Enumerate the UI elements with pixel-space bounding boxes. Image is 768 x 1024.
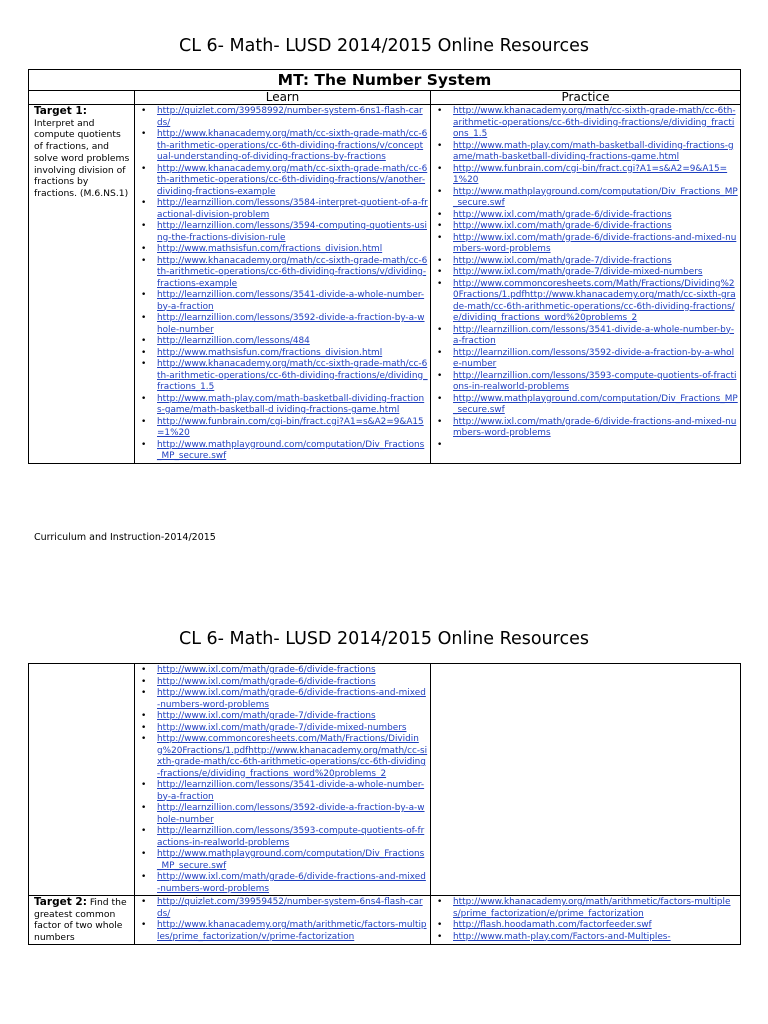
list-item <box>139 256 428 291</box>
page-title: CL 6- Math- LUSD 2014/2015 Online Resources <box>179 36 589 56</box>
target-1-description: Interpret and compute quotients of fractions, and solve word problems involving division of fractions by fractions. (M.6.NS.1) <box>34 117 130 199</box>
section-heading: MT: The Number System <box>29 70 741 91</box>
list-item <box>139 221 428 244</box>
resource-link[interactable]: http://www.math-play.com/math-basketball-dividing-fractions-game/math-basketball-dividing-fractions-game.html <box>453 140 734 162</box>
list-item <box>139 129 428 164</box>
list-item <box>435 348 738 371</box>
continued-practice-cell <box>431 664 741 896</box>
resource-link[interactable]: http://www.commoncoresheets.com/Math/Fractions/Dividing%20Fractions/1.pdfhttp://www.khanacademy.org/math/cc-sixth-grade-math/cc-6th-arithmetic-operations/cc-6th-dividing-fractions/e/dividing_fractions_word%20problems_2 <box>453 278 736 323</box>
list-item <box>435 417 738 440</box>
resource-link[interactable]: http://www.ixl.com/math/grade-7/divide-fractions <box>453 255 672 266</box>
resource-link[interactable]: http://learnzillion.com/lessons/3592-divide-a-fraction-by-a-whole-number <box>157 313 425 335</box>
resource-link[interactable]: http://www.mathplayground.com/computation/Div_Fractions_MP_secure.swf <box>157 849 425 871</box>
target-2-label: Target 2: <box>34 896 87 908</box>
target-1-practice-cell <box>431 105 741 464</box>
resource-link[interactable]: http://www.funbrain.com/cgi-bin/fract.cgi?A1=s&A2=9&A15=1%20 <box>453 163 728 185</box>
list-item <box>435 256 738 268</box>
list-item <box>139 313 428 336</box>
list-item <box>435 920 738 932</box>
resource-link[interactable]: http://www.ixl.com/math/grade-7/divide-fractions <box>157 711 376 721</box>
learn-link-list <box>135 896 430 943</box>
resource-link[interactable]: http://learnzillion.com/lessons/3592-divide-a-fraction-by-a-whole-number <box>157 803 425 825</box>
list-item <box>139 826 428 849</box>
target-2-learn-cell <box>135 896 431 945</box>
list-item <box>435 221 738 233</box>
learn-link-list <box>135 105 430 463</box>
list-item <box>139 780 428 803</box>
list-item <box>435 394 738 417</box>
target-2-cell <box>29 896 135 945</box>
resource-link[interactable]: http://www.mathplayground.com/computation/Div_Fractions_MP_secure.swf <box>453 186 738 208</box>
resource-link[interactable]: http://quizlet.com/39958992/number-system-6ns1-flash-cards/ <box>157 106 423 128</box>
target-1-cell <box>29 105 135 464</box>
page-title: CL 6- Math- LUSD 2014/2015 Online Resources <box>179 629 589 649</box>
list-item <box>139 872 428 895</box>
continued-target-cell <box>29 664 135 896</box>
resource-link[interactable]: http://www.ixl.com/math/grade-6/divide-fractions-and-mixed-numbers-word-problems <box>157 688 426 710</box>
resource-link[interactable]: http://learnzillion.com/lessons/3592-divide-a-fraction-by-a-whole-number <box>453 347 735 369</box>
target-2-description: Find the greatest common factor of two whole numbers <box>34 897 127 944</box>
learn-link-list <box>135 664 430 895</box>
list-item <box>139 198 428 221</box>
resource-link[interactable]: http://quizlet.com/39959452/number-system-6ns4-flash-cards/ <box>157 897 423 919</box>
resource-link[interactable]: http://www.funbrain.com/cgi-bin/fract.cgi?A1=s&A2=9&A15=1%20 <box>157 416 424 438</box>
resource-link[interactable]: http://www.ixl.com/math/grade-7/divide-mixed-numbers <box>453 267 703 277</box>
list-item <box>139 244 428 256</box>
list-item <box>139 336 428 348</box>
resource-link[interactable]: http://www.ixl.com/math/grade-6/divide-fractions <box>453 221 672 231</box>
resource-link[interactable]: http://www.ixl.com/math/grade-6/divide-fractions-and-mixed-numbers-word-problems <box>157 872 426 894</box>
list-item <box>435 141 738 164</box>
list-item <box>139 290 428 313</box>
list-item <box>435 371 738 394</box>
resource-link[interactable]: http://flash.hoodamath.com/factorfeeder.swf <box>453 920 652 930</box>
resource-link[interactable]: http://www.mathplayground.com/computation/Div_Fractions_MP_secure.swf <box>453 393 738 415</box>
empty-list-item <box>435 440 738 451</box>
list-item <box>139 803 428 826</box>
resource-link[interactable]: http://learnzillion.com/lessons/3594-computing-quotients-using-the-fractions-division-rule <box>157 221 428 243</box>
resource-link[interactable]: http://learnzillion.com/lessons/3541-divide-a-whole-number-by-a-fraction <box>157 780 425 802</box>
resource-link[interactable]: http://www.khanacademy.org/math/cc-sixth-grade-math/cc-6th-arithmetic-operations/cc-6th-dividing-fractions/v/conceptual-understanding-of-dividing-fractions-by-fractions <box>157 129 428 162</box>
list-item <box>139 348 428 360</box>
list-item <box>139 734 428 780</box>
resource-link[interactable]: http://learnzillion.com/lessons/484 <box>157 336 310 346</box>
resource-link[interactable]: http://www.ixl.com/math/grade-6/divide-fractions <box>157 676 376 687</box>
resources-table <box>28 69 741 464</box>
resources-table-continued <box>28 663 741 945</box>
resource-link[interactable]: http://www.math-play.com/math-basketball-dividing-fractions-game/math-basketball-d ividing-fractions-game.html <box>157 393 425 415</box>
list-item <box>435 164 738 187</box>
list-item <box>435 106 738 141</box>
practice-link-list <box>431 105 740 451</box>
column-header-blank <box>29 91 135 105</box>
list-item <box>139 665 428 677</box>
list-item <box>435 210 738 222</box>
list-item <box>435 932 738 944</box>
resource-link[interactable]: http://www.khanacademy.org/math/cc-sixth-grade-math/cc-6th-arithmetic-operations/cc-6th-dividing-fractions/v/another-dividing-fractions-example <box>157 163 428 197</box>
resource-link[interactable]: http://learnzillion.com/lessons/3541-divide-a-whole-number-by-a-fraction <box>453 324 735 346</box>
resource-link[interactable]: http://www.mathsisfun.com/fractions_division.html <box>157 347 383 358</box>
list-item <box>435 279 738 325</box>
resource-link[interactable]: http://www.khanacademy.org/math/cc-sixth-grade-math/cc-6th-arithmetic-operations/cc-6th-dividing-fractions/e/dividing_fractions_1.5 <box>157 359 428 392</box>
list-item <box>139 440 428 463</box>
column-header-practice: Practice <box>431 91 741 105</box>
target-2-practice-cell <box>431 896 741 945</box>
list-item <box>139 359 428 394</box>
list-item <box>435 233 738 256</box>
resource-link[interactable]: http://www.math-play.com/Factors-and-Multiples- <box>453 931 671 942</box>
list-item <box>139 394 428 417</box>
resource-link[interactable]: http://www.mathplayground.com/computation/Div_Fractions_MP_secure.swf <box>157 439 425 461</box>
resource-link[interactable]: http://learnzillion.com/lessons/3584-interpret-quotient-of-a-fractional-division-problem <box>157 198 428 220</box>
resource-link[interactable]: http://www.ixl.com/math/grade-6/divide-fractions <box>453 209 672 220</box>
footer-note: Curriculum and Instruction-2014/2015 <box>34 532 216 543</box>
list-item <box>435 187 738 210</box>
list-item <box>139 688 428 711</box>
resource-link[interactable]: http://www.commoncoresheets.com/Math/Fractions/Dividing%20Fractions/1.pdfhttp://www.khanacademy.org/math/cc-sixth-grade-math/cc-6th-arithmetic-operations/cc-6th-dividing-fractions/e/dividing_fractions_word%20problems_2 <box>157 734 428 779</box>
resource-link[interactable]: http://www.khanacademy.org/math/arithmetic/factors-multiples/prime_factorization/v/prime-factorization <box>157 920 427 942</box>
resource-link[interactable]: http://www.ixl.com/math/grade-6/divide-fractions-and-mixed-numbers-word-problems <box>453 232 737 254</box>
resource-link[interactable]: http://www.ixl.com/math/grade-7/divide-mixed-numbers <box>157 722 407 733</box>
target-1-label: Target 1: <box>34 105 87 117</box>
list-item <box>139 164 428 199</box>
resource-link[interactable]: http://learnzillion.com/lessons/3593-compute-quotients-of-fractions-in-realworld-problems <box>453 370 737 392</box>
continued-learn-cell <box>135 664 431 896</box>
list-item <box>139 711 428 723</box>
resource-link[interactable]: http://www.ixl.com/math/grade-6/divide-fractions-and-mixed-numbers-word-problems <box>453 416 737 438</box>
list-item <box>139 920 428 943</box>
practice-link-list <box>431 896 740 943</box>
resource-link[interactable]: http://www.khanacademy.org/math/cc-sixth-grade-math/cc-6th-arithmetic-operations/cc-6th-dividing-fractions/e/dividing_fractions_1.5 <box>453 106 736 139</box>
list-item <box>435 897 738 920</box>
list-item <box>139 897 428 920</box>
column-header-learn: Learn <box>135 91 431 105</box>
list-item <box>139 106 428 129</box>
resource-link[interactable]: http://www.khanacademy.org/math/arithmetic/factors-multiples/prime_factorization/e/prime_factorization <box>453 897 731 919</box>
resource-link[interactable]: http://www.mathsisfun.com/fractions_division.html <box>157 244 383 254</box>
resource-link[interactable]: http://learnzillion.com/lessons/3593-compute-quotients-of-fractions-in-realworld-problems <box>157 826 425 848</box>
resource-link[interactable]: http://learnzillion.com/lessons/3541-divide-a-whole-number-by-a-fraction <box>157 290 425 312</box>
list-item <box>139 677 428 689</box>
list-item <box>435 267 738 279</box>
list-item <box>435 325 738 348</box>
target-1-learn-cell <box>135 105 431 464</box>
resource-link[interactable]: http://www.ixl.com/math/grade-6/divide-fractions <box>157 665 376 675</box>
list-item <box>139 723 428 735</box>
list-item <box>139 417 428 440</box>
resource-link[interactable]: http://www.khanacademy.org/math/cc-sixth-grade-math/cc-6th-arithmetic-operations/cc-6th-dividing-fractions/v/dividing-fractions-example <box>157 255 428 289</box>
list-item <box>139 849 428 872</box>
